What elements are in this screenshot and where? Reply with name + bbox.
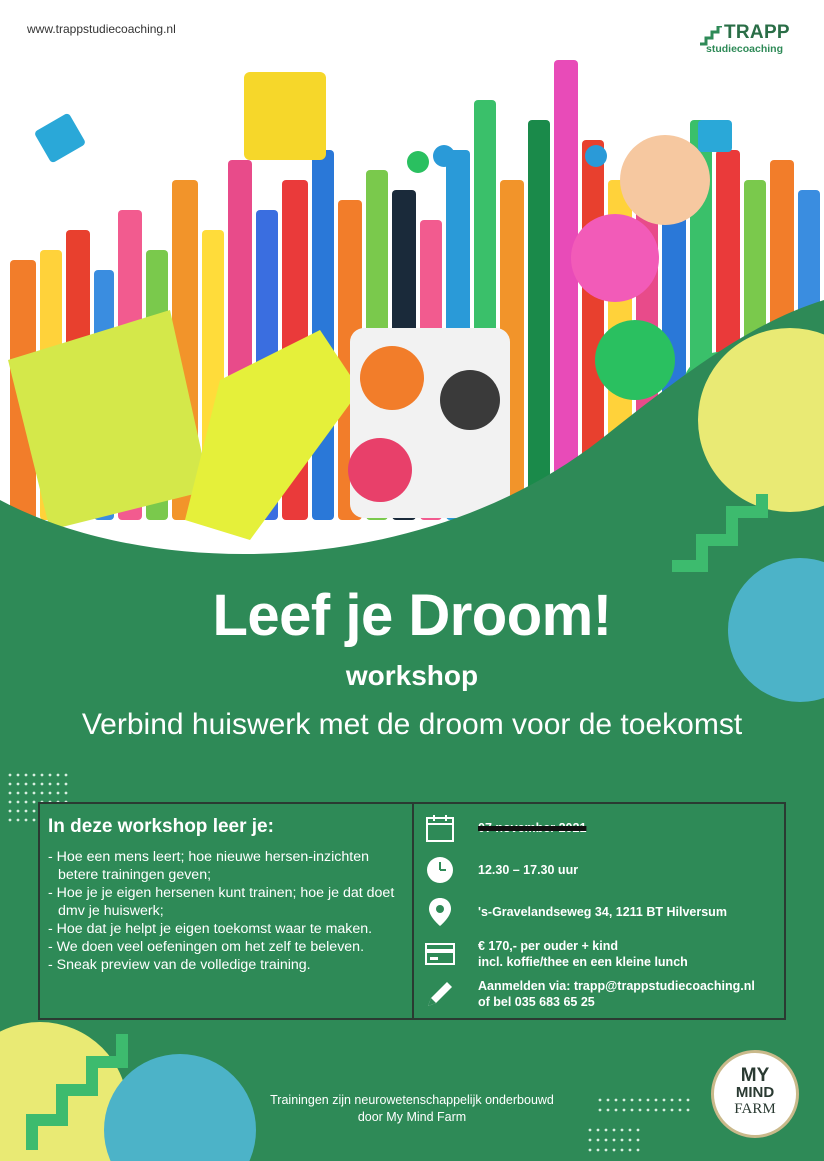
tagline: Verbind huiswerk met de droom voor de toekomst	[81, 708, 743, 741]
learn-item: - Hoe een mens leert; hoe nieuwe hersen-inzichten betere trainingen geven;	[48, 849, 369, 883]
learn-item: - We doen veel oefeningen om het zelf te beleven.	[48, 939, 365, 955]
learn-item: - Hoe je je eigen hersenen kunt trainen; hoe je dat doet dmv je huiswerk;	[48, 885, 395, 919]
price-line: € 170,- per ouder + kind	[478, 939, 618, 953]
price-includes: incl. koffie/thee en een kleine lunch	[478, 955, 688, 969]
details-panel	[414, 804, 784, 1018]
event-price	[478, 938, 688, 970]
subtitle: workshop	[345, 660, 479, 691]
learn-item: - Hoe dat je helpt je eigen toekomst waar te maken.	[48, 921, 373, 937]
signup-email[interactable]: Aanmelden via: trapp@trappstudiecoaching.nl	[478, 979, 755, 993]
price-row	[424, 938, 688, 970]
website-url[interactable]: www.trappstudiecoaching.nl	[27, 22, 176, 36]
info-box	[38, 802, 786, 1020]
event-location: 's-Gravelandseweg 34, 1211 BT Hilversum	[478, 905, 727, 919]
mmf-logo-text	[714, 1067, 796, 1118]
event-time: 12.30 – 17.30 uur	[478, 863, 579, 877]
mmf-line: MY	[740, 1065, 770, 1086]
main-title: Leef je Droom!	[212, 583, 612, 648]
learn-list	[48, 848, 404, 974]
footer-line: door My Mind Farm	[357, 1110, 467, 1124]
learn-heading: In deze workshop leer je:	[48, 816, 274, 837]
learn-item: - Sneak preview van de volledige training.	[48, 957, 311, 973]
signup-info	[478, 978, 755, 1010]
logo-subtitle: studiecoaching	[706, 43, 784, 55]
logo-name: TRAPP	[724, 22, 790, 43]
my-mind-farm-logo	[711, 1050, 799, 1138]
calendar-icon	[424, 812, 456, 844]
event-date: 07 november 2021	[478, 821, 587, 835]
learn-panel	[40, 804, 414, 1018]
pencil-icon	[424, 978, 456, 1010]
signup-phone[interactable]: of bel 035 683 65 25	[478, 995, 595, 1009]
clock-icon	[424, 854, 456, 886]
footer-line: Trainingen zijn neurowetenschappelijk onderbouwd	[270, 1093, 554, 1107]
time-row	[424, 854, 578, 886]
signup-row	[424, 978, 755, 1010]
date-row	[424, 812, 586, 844]
mmf-line: MIND	[735, 1084, 775, 1101]
credit-card-icon	[424, 938, 456, 970]
footer-note	[230, 1092, 594, 1126]
location-row	[424, 896, 727, 928]
location-pin-icon	[424, 896, 456, 928]
mmf-line: FARM	[734, 1101, 776, 1117]
